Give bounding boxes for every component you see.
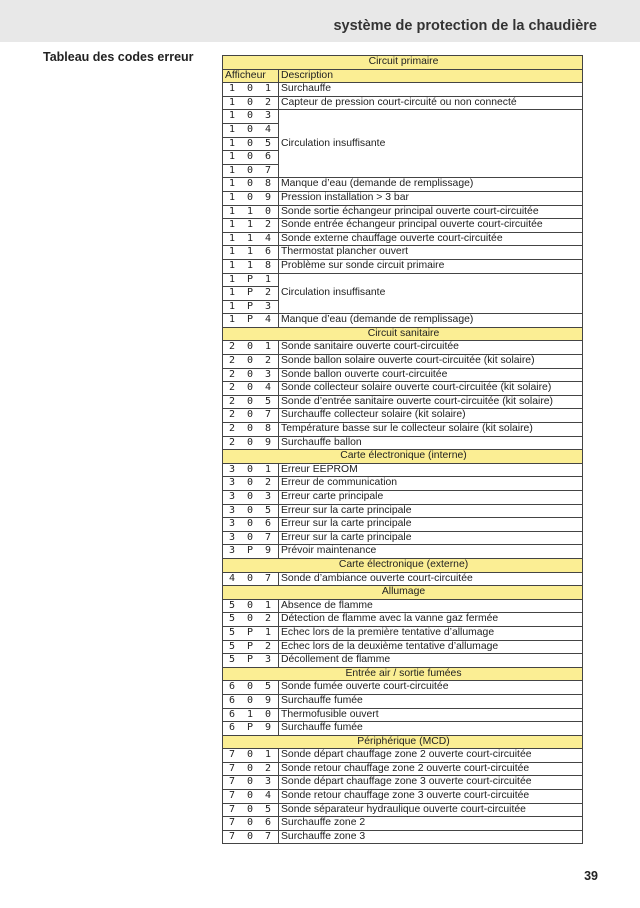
table-row xyxy=(223,518,583,532)
table-row xyxy=(223,776,583,790)
error-code: 7 0 4 xyxy=(223,790,279,804)
table-row xyxy=(223,749,583,763)
error-code: 1 0 7 xyxy=(223,164,279,178)
error-code: 7 0 2 xyxy=(223,762,279,776)
error-code: 3 0 5 xyxy=(223,504,279,518)
table-row xyxy=(223,640,583,654)
error-description: Surchauffe fumée xyxy=(279,722,583,736)
error-code: 1 1 2 xyxy=(223,219,279,233)
error-code: 2 0 7 xyxy=(223,409,279,423)
table-row xyxy=(223,191,583,205)
error-description: Sonde sortie échangeur principal ouverte court-circuitée xyxy=(279,205,583,219)
error-code: 2 0 9 xyxy=(223,436,279,450)
error-code: 3 0 2 xyxy=(223,477,279,491)
error-code: 2 0 5 xyxy=(223,395,279,409)
table-row xyxy=(223,613,583,627)
table-row xyxy=(223,355,583,369)
table-row xyxy=(223,681,583,695)
error-description: Sonde collecteur solaire ouverte court-circuitée (kit solaire) xyxy=(279,382,583,396)
error-code: 6 0 5 xyxy=(223,681,279,695)
error-code: 3 0 3 xyxy=(223,491,279,505)
error-description: Pression installation > 3 bar xyxy=(279,191,583,205)
error-code-table xyxy=(222,55,583,844)
error-description: Sonde d’ambiance ouverte court-circuitée xyxy=(279,572,583,586)
header-title: système de protection de la chaudière xyxy=(333,18,597,34)
error-code: 3 0 7 xyxy=(223,531,279,545)
error-description: Surchauffe collecteur solaire (kit solaire) xyxy=(279,409,583,423)
column-header-description: Description xyxy=(279,69,583,83)
table-row xyxy=(223,205,583,219)
table-row xyxy=(223,572,583,586)
group-header-row xyxy=(223,56,583,70)
error-description: Surchauffe zone 3 xyxy=(279,830,583,844)
error-code: 1 0 6 xyxy=(223,151,279,165)
error-description: Erreur sur la carte principale xyxy=(279,504,583,518)
table-row xyxy=(223,830,583,844)
group-header-row xyxy=(223,327,583,341)
error-description: Erreur EEPROM xyxy=(279,463,583,477)
table-row xyxy=(223,246,583,260)
error-code: 1 0 8 xyxy=(223,178,279,192)
table-row xyxy=(223,599,583,613)
group-name: Périphérique (MCD) xyxy=(223,735,583,749)
table-row xyxy=(223,368,583,382)
header-bar xyxy=(0,0,640,42)
error-description: Sonde entrée échangeur principal ouverte court-circuitée xyxy=(279,219,583,233)
error-code: 1 1 6 xyxy=(223,246,279,260)
table-row xyxy=(223,232,583,246)
table-row xyxy=(223,341,583,355)
error-description: Surchauffe zone 2 xyxy=(279,817,583,831)
error-description: Température basse sur le collecteur solaire (kit solaire) xyxy=(279,423,583,437)
group-header-row xyxy=(223,558,583,572)
error-description: Surchauffe fumée xyxy=(279,694,583,708)
error-code: 1 P 2 xyxy=(223,287,279,301)
error-description: Circulation insuffisante xyxy=(279,273,583,314)
error-code: 6 1 0 xyxy=(223,708,279,722)
table-row xyxy=(223,803,583,817)
column-header-code: Afficheur xyxy=(223,69,279,83)
error-code: 2 0 1 xyxy=(223,341,279,355)
error-description: Sonde sanitaire ouverte court-circuitée xyxy=(279,341,583,355)
error-code: 5 P 3 xyxy=(223,654,279,668)
error-description: Manque d’eau (demande de remplissage) xyxy=(279,314,583,328)
error-description: Circulation insuffisante xyxy=(279,110,583,178)
error-description: Thermofusible ouvert xyxy=(279,708,583,722)
error-description: Echec lors de la deuxième tentative d’allumage xyxy=(279,640,583,654)
error-description: Sonde d’entrée sanitaire ouverte court-circuitée (kit solaire) xyxy=(279,395,583,409)
error-description: Sonde séparateur hydraulique ouverte court-circuitée xyxy=(279,803,583,817)
table-row xyxy=(223,504,583,518)
section-title: Tableau des codes erreur xyxy=(43,50,194,64)
error-code: 6 0 9 xyxy=(223,694,279,708)
table-row xyxy=(223,219,583,233)
error-code: 5 P 2 xyxy=(223,640,279,654)
error-code: 4 0 7 xyxy=(223,572,279,586)
error-code: 1 1 0 xyxy=(223,205,279,219)
error-code: 1 1 4 xyxy=(223,232,279,246)
error-description: Sonde départ chauffage zone 3 ouverte court-circuitée xyxy=(279,776,583,790)
group-header-row xyxy=(223,586,583,600)
table-row xyxy=(223,395,583,409)
table-row xyxy=(223,83,583,97)
error-code: 2 0 4 xyxy=(223,382,279,396)
page-number: 39 xyxy=(584,869,598,883)
table-row xyxy=(223,178,583,192)
table-row xyxy=(223,654,583,668)
error-code: 7 0 5 xyxy=(223,803,279,817)
error-code: 1 0 3 xyxy=(223,110,279,124)
table-row xyxy=(223,477,583,491)
group-name: Entrée air / sortie fumées xyxy=(223,667,583,681)
table-row xyxy=(223,110,583,124)
error-description: Thermostat plancher ouvert xyxy=(279,246,583,260)
error-description: Sonde externe chauffage ouverte court-circuitée xyxy=(279,232,583,246)
error-code: 1 P 4 xyxy=(223,314,279,328)
error-code: 1 P 1 xyxy=(223,273,279,287)
error-description: Manque d’eau (demande de remplissage) xyxy=(279,178,583,192)
error-description: Problème sur sonde circuit primaire xyxy=(279,259,583,273)
table-row xyxy=(223,491,583,505)
error-code: 3 P 9 xyxy=(223,545,279,559)
error-code: 7 0 3 xyxy=(223,776,279,790)
error-code: 1 0 1 xyxy=(223,83,279,97)
error-description: Erreur de communication xyxy=(279,477,583,491)
error-description: Détection de flamme avec la vanne gaz fermée xyxy=(279,613,583,627)
table-row xyxy=(223,722,583,736)
error-description: Erreur sur la carte principale xyxy=(279,518,583,532)
error-code: 5 0 2 xyxy=(223,613,279,627)
error-code: 1 0 9 xyxy=(223,191,279,205)
error-description: Erreur carte principale xyxy=(279,491,583,505)
error-description: Surchauffe ballon xyxy=(279,436,583,450)
error-code-table-body xyxy=(223,56,583,844)
error-code: 2 0 3 xyxy=(223,368,279,382)
error-code: 3 0 1 xyxy=(223,463,279,477)
error-code: 2 0 2 xyxy=(223,355,279,369)
error-code: 1 0 2 xyxy=(223,96,279,110)
error-description: Décollement de flamme xyxy=(279,654,583,668)
table-row xyxy=(223,273,583,287)
group-header-row xyxy=(223,735,583,749)
error-description: Sonde fumée ouverte court-circuitée xyxy=(279,681,583,695)
error-description: Sonde retour chauffage zone 2 ouverte court-circuitée xyxy=(279,762,583,776)
error-description: Sonde départ chauffage zone 2 ouverte court-circuitée xyxy=(279,749,583,763)
error-code: 1 1 8 xyxy=(223,259,279,273)
group-name: Circuit primaire xyxy=(223,56,583,70)
error-code: 3 0 6 xyxy=(223,518,279,532)
error-code: 1 0 5 xyxy=(223,137,279,151)
column-header-row xyxy=(223,69,583,83)
error-code: 6 P 9 xyxy=(223,722,279,736)
group-header-row xyxy=(223,667,583,681)
error-code: 1 0 4 xyxy=(223,123,279,137)
table-row xyxy=(223,694,583,708)
error-description: Surchauffe xyxy=(279,83,583,97)
error-code: 1 P 3 xyxy=(223,300,279,314)
group-header-row xyxy=(223,450,583,464)
table-row xyxy=(223,463,583,477)
table-row xyxy=(223,817,583,831)
error-description: Echec lors de la première tentative d’allumage xyxy=(279,626,583,640)
group-name: Carte électronique (interne) xyxy=(223,450,583,464)
error-description: Sonde ballon ouverte court-circuitée xyxy=(279,368,583,382)
error-code: 7 0 6 xyxy=(223,817,279,831)
error-description: Absence de flamme xyxy=(279,599,583,613)
table-row xyxy=(223,382,583,396)
error-description: Sonde retour chauffage zone 3 ouverte court-circuitée xyxy=(279,790,583,804)
error-description: Erreur sur la carte principale xyxy=(279,531,583,545)
error-description: Prévoir maintenance xyxy=(279,545,583,559)
table-row xyxy=(223,436,583,450)
table-row xyxy=(223,314,583,328)
error-code: 5 0 1 xyxy=(223,599,279,613)
table-row xyxy=(223,96,583,110)
error-code: 7 0 7 xyxy=(223,830,279,844)
group-name: Allumage xyxy=(223,586,583,600)
table-row xyxy=(223,545,583,559)
error-code: 5 P 1 xyxy=(223,626,279,640)
table-row xyxy=(223,790,583,804)
group-name: Carte électronique (externe) xyxy=(223,558,583,572)
error-description: Capteur de pression court-circuité ou non connecté xyxy=(279,96,583,110)
group-name: Circuit sanitaire xyxy=(223,327,583,341)
table-row xyxy=(223,762,583,776)
table-row xyxy=(223,423,583,437)
error-description: Sonde ballon solaire ouverte court-circuitée (kit solaire) xyxy=(279,355,583,369)
table-row xyxy=(223,409,583,423)
error-code: 2 0 8 xyxy=(223,423,279,437)
error-code: 7 0 1 xyxy=(223,749,279,763)
table-row xyxy=(223,626,583,640)
table-row xyxy=(223,259,583,273)
table-row xyxy=(223,708,583,722)
table-row xyxy=(223,531,583,545)
